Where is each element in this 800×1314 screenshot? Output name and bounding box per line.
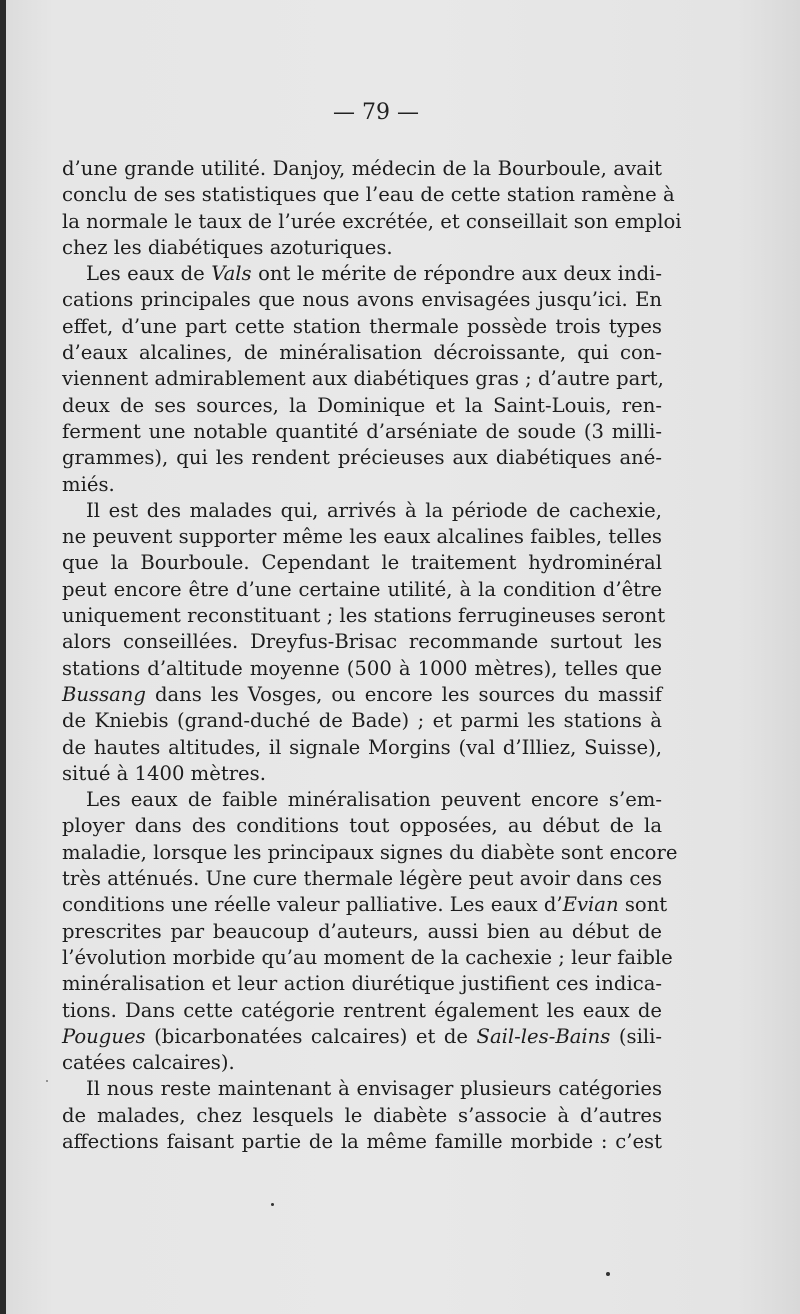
text-line: prescrites par beaucoup d’auteurs, aussi bien au début de <box>62 919 662 943</box>
text-line: situé à 1400 mètres. <box>62 761 266 785</box>
text-line: viennent admirablement aux diabétiques gras ; d’autre part, <box>62 367 664 391</box>
text-line: cations principales que nous avons envisagées jusqu’ici. En <box>62 288 662 312</box>
text-line: de hautes altitudes, il signale Morgins (val d’Illiez, Suisse), <box>62 735 662 759</box>
text-line: conditions une réelle valeur palliative. Les eaux d’Evian sont <box>62 893 668 917</box>
page-number: — 79 — <box>333 100 419 125</box>
text-line: que la Bourboule. Cependant le traitement hydrominéral <box>62 551 662 575</box>
page-body-text <box>62 156 682 1155</box>
text-line: tions. Dans cette catégorie rentrent également les eaux de <box>62 998 662 1022</box>
text-line: très atténués. Une cure thermale légère peut avoir dans ces <box>62 867 662 891</box>
text-line: deux de ses sources, la Dominique et la Saint-Louis, ren- <box>62 393 662 417</box>
paper-speck <box>46 1080 48 1082</box>
text-line: Bussang dans les Vosges, ou encore les sources du massif <box>62 682 662 706</box>
text-line: ferment une notable quantité d’arséniate de soude (3 milli- <box>62 419 662 443</box>
text-line: maladie, lorsque les principaux signes du diabète sont encore <box>62 840 678 864</box>
text-line: de malades, chez lesquels le diabète s’associe à d’autres <box>62 1103 662 1127</box>
place-name: Pougues <box>62 1024 146 1048</box>
text-line: ployer dans des conditions tout opposées, au début de la <box>62 814 662 838</box>
text-line: d’une grande utilité. Danjoy, médecin de la Bourboule, avait <box>62 157 662 180</box>
text-line: miés. <box>62 472 115 496</box>
paper-speck <box>606 1272 610 1276</box>
text-line: Les eaux de Vals ont le mérite de répondre aux deux indi- <box>86 262 662 286</box>
text-line: chez les diabétiques azoturiques. <box>62 235 393 259</box>
place-name: Bussang <box>62 682 146 706</box>
text-line: peut encore être d’une certaine utilité, à la condition d’être <box>62 577 662 601</box>
text-line: Les eaux de faible minéralisation peuvent encore s’em- <box>86 788 662 812</box>
text-line: grammes), qui les rendent précieuses aux diabétiques ané- <box>62 446 662 470</box>
text-line: Il est des malades qui, arrivés à la période de cachexie, <box>86 498 662 522</box>
place-name: Evian <box>562 893 619 917</box>
book-page <box>6 0 800 1314</box>
text-line: uniquement reconstituant ; les stations ferrugineuses seront <box>62 604 666 628</box>
place-name: Vals <box>211 262 252 286</box>
text-line: catées calcaires). <box>62 1051 235 1075</box>
paper-speck <box>271 1203 274 1206</box>
text-line: effet, d’une part cette station thermale possède trois types <box>62 314 662 338</box>
text-line: l’évolution morbide qu’au moment de la cachexie ; leur faible <box>62 945 673 969</box>
text-line: alors conseillées. Dreyfus-Brisac recommande surtout les <box>62 630 662 654</box>
text-line: la normale le taux de l’urée excrétée, et conseillait son emploi <box>62 209 682 233</box>
text-line: conclu de ses statistiques que l’eau de cette station ramène à <box>62 183 675 207</box>
text-line: minéralisation et leur action diurétique justifient ces indica- <box>62 972 662 996</box>
place-name: Sail-les-Bains <box>476 1024 611 1048</box>
text-line: Pougues (bicarbonatées calcaires) et de Sail-les-Bains (sili- <box>62 1024 662 1048</box>
text-line: Il nous reste maintenant à envisager plusieurs catégories <box>86 1077 662 1101</box>
text-line: affections faisant partie de la même famille morbide : c’est <box>62 1129 662 1153</box>
text-line: d’eaux alcalines, de minéralisation décroissante, qui con- <box>62 341 662 365</box>
text-line: de Kniebis (grand-duché de Bade) ; et parmi les stations à <box>62 709 662 733</box>
text-line: ne peuvent supporter même les eaux alcalines faibles, telles <box>62 525 662 549</box>
text-line: stations d’altitude moyenne (500 à 1000 mètres), telles que <box>62 656 662 680</box>
